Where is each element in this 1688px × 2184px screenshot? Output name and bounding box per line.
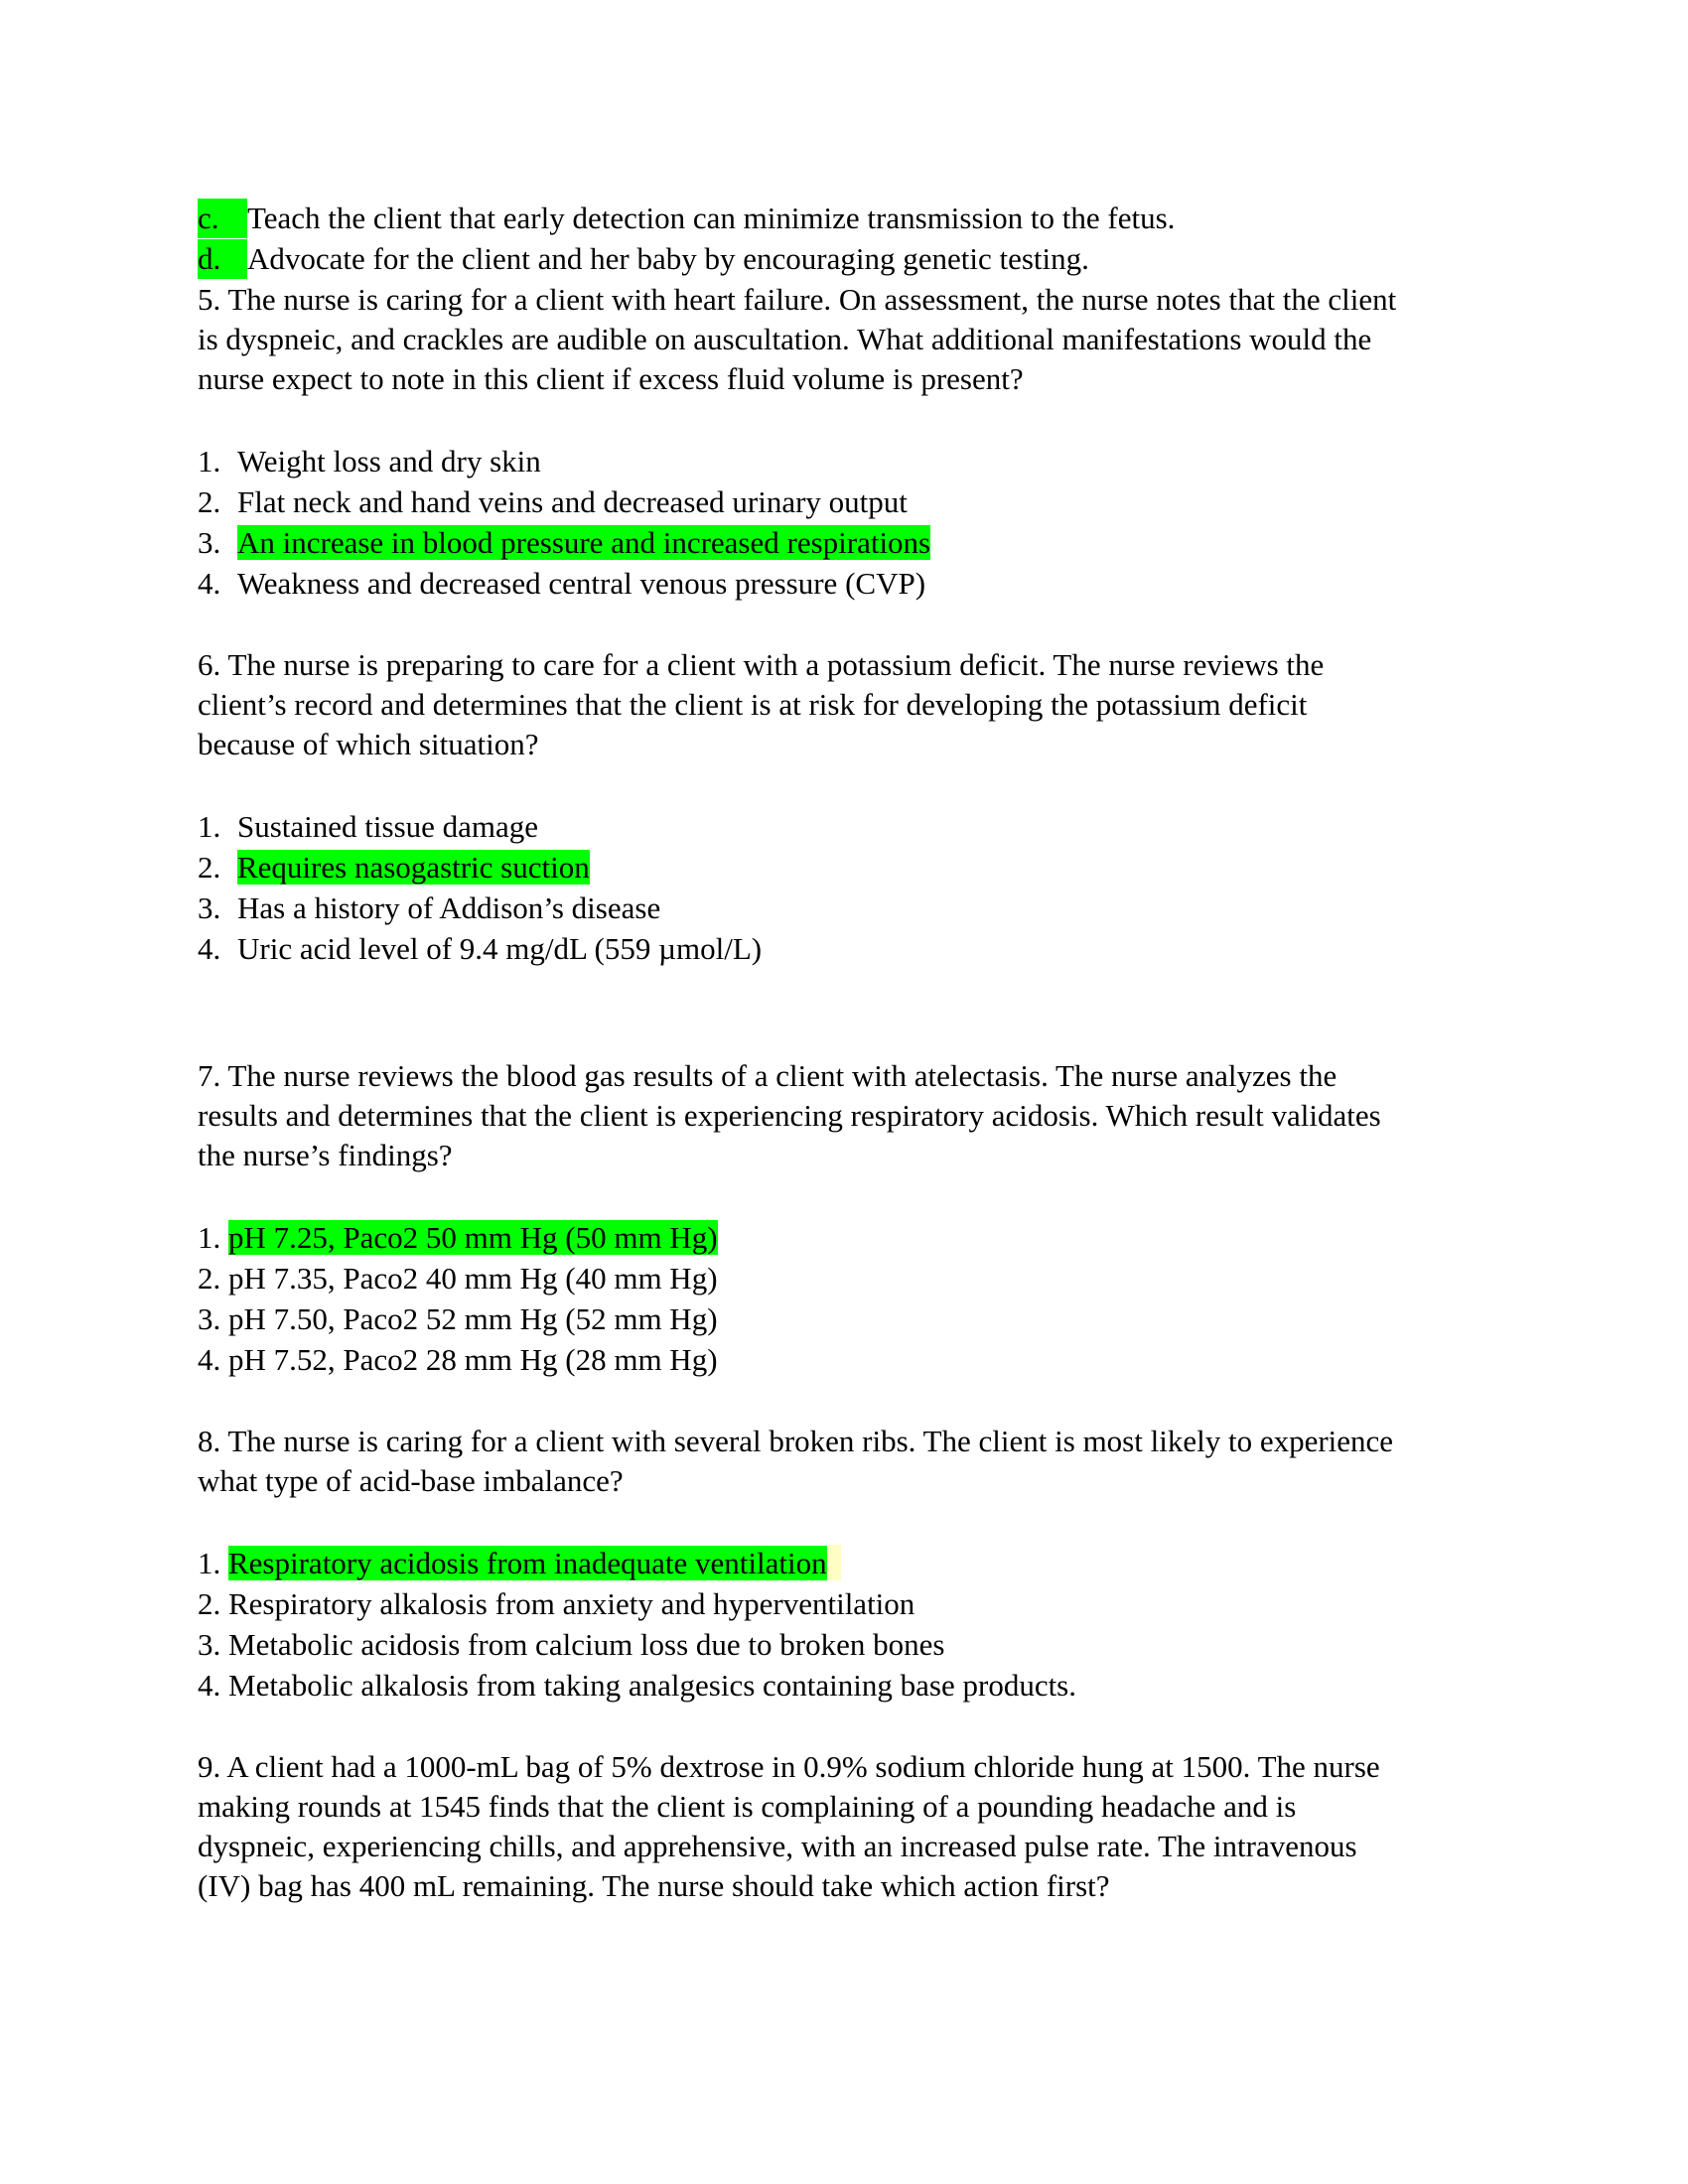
q7-option-3 bbox=[198, 1299, 718, 1339]
option-text-highlighted: Respiratory acidosis from inadequate ventilation bbox=[228, 1546, 827, 1580]
q7-option-4 bbox=[198, 1340, 718, 1380]
q8-option-4 bbox=[198, 1666, 1076, 1706]
option-number: 4. bbox=[198, 1668, 221, 1703]
faint-highlight-mark bbox=[827, 1545, 841, 1580]
option-number: 3. bbox=[198, 1301, 221, 1336]
option-number: 4. bbox=[198, 1342, 221, 1377]
option-text: Metabolic alkalosis from taking analgesics containing base products. bbox=[228, 1668, 1076, 1703]
option-text: Teach the client that early detection can minimize transmission to the fetus. bbox=[247, 201, 1176, 235]
question-9-line: (IV) bag has 400 mL remaining. The nurse should take which action first? bbox=[198, 1868, 1110, 1903]
option-number: 2. bbox=[198, 850, 221, 885]
q7-option-1 bbox=[198, 1218, 718, 1258]
q5-option-1 bbox=[198, 442, 541, 481]
option-text: pH 7.52, Paco2 28 mm Hg (28 mm Hg) bbox=[228, 1342, 718, 1377]
q6-option-4 bbox=[198, 929, 762, 969]
option-text: pH 7.50, Paco2 52 mm Hg (52 mm Hg) bbox=[228, 1301, 718, 1336]
q8-option-1 bbox=[198, 1544, 841, 1583]
option-number: 1. bbox=[198, 444, 221, 478]
option-number: 3. bbox=[198, 525, 221, 560]
option-text: Weakness and decreased central venous pressure (CVP) bbox=[237, 566, 926, 601]
question-6-line: client’s record and determines that the client is at risk for developing the potassium deficit bbox=[198, 687, 1308, 722]
question-9-line: 9. A client had a 1000-mL bag of 5% dextrose in 0.9% sodium chloride hung at 1500. The nurse bbox=[198, 1749, 1380, 1784]
question-7-line: 7. The nurse reviews the blood gas results of a client with atelectasis. The nurse analyzes the bbox=[198, 1058, 1337, 1093]
question-7-line: results and determines that the client is experiencing respiratory acidosis. Which result validates bbox=[198, 1098, 1381, 1133]
option-letter: d. bbox=[198, 239, 247, 279]
question-5-line: 5. The nurse is caring for a client with heart failure. On assessment, the nurse notes that the client bbox=[198, 282, 1397, 317]
question-7-line: the nurse’s findings? bbox=[198, 1138, 453, 1172]
option-number: 2. bbox=[198, 484, 221, 519]
option-number: 1. bbox=[198, 1220, 221, 1255]
option-number: 4. bbox=[198, 931, 221, 966]
option-text-highlighted: pH 7.25, Paco2 50 mm Hg (50 mm Hg) bbox=[228, 1220, 718, 1255]
question-8-line: 8. The nurse is caring for a client with several broken ribs. The client is most likely to experience bbox=[198, 1424, 1394, 1458]
q5-option-3 bbox=[198, 523, 930, 563]
question-5-line: nurse expect to note in this client if excess fluid volume is present? bbox=[198, 361, 1024, 396]
q8-option-2 bbox=[198, 1584, 914, 1624]
option-number: 1. bbox=[198, 1546, 221, 1580]
question-8-line: what type of acid-base imbalance? bbox=[198, 1463, 624, 1498]
option-text: Respiratory alkalosis from anxiety and hyperventilation bbox=[228, 1586, 915, 1621]
option-c bbox=[198, 199, 1175, 238]
q8-option-3 bbox=[198, 1625, 944, 1665]
option-text: Flat neck and hand veins and decreased urinary output bbox=[237, 484, 908, 519]
option-number: 1. bbox=[198, 809, 221, 844]
q6-option-1 bbox=[198, 807, 538, 847]
option-d bbox=[198, 239, 1089, 279]
option-text: Has a history of Addison’s disease bbox=[237, 890, 661, 925]
option-text: Advocate for the client and her baby by encouraging genetic testing. bbox=[247, 241, 1089, 276]
question-6-line: because of which situation? bbox=[198, 727, 539, 761]
q6-option-2 bbox=[198, 848, 590, 887]
option-text: pH 7.35, Paco2 40 mm Hg (40 mm Hg) bbox=[228, 1261, 718, 1296]
option-text: Weight loss and dry skin bbox=[237, 444, 541, 478]
option-text-highlighted: Requires nasogastric suction bbox=[237, 850, 590, 885]
q6-option-3 bbox=[198, 888, 660, 928]
option-text: Sustained tissue damage bbox=[237, 809, 539, 844]
question-9-line: dyspneic, experiencing chills, and apprehensive, with an increased pulse rate. The intravenous bbox=[198, 1829, 1357, 1863]
option-letter: c. bbox=[198, 199, 247, 238]
option-number: 3. bbox=[198, 1627, 221, 1662]
option-number: 2. bbox=[198, 1586, 221, 1621]
question-5-line: is dyspneic, and crackles are audible on auscultation. What additional manifestations would the bbox=[198, 322, 1372, 356]
question-6-line: 6. The nurse is preparing to care for a client with a potassium deficit. The nurse reviews the bbox=[198, 647, 1325, 682]
q5-option-4 bbox=[198, 564, 925, 604]
question-9-line: making rounds at 1545 finds that the client is complaining of a pounding headache and is bbox=[198, 1789, 1297, 1824]
option-number: 2. bbox=[198, 1261, 221, 1296]
option-number: 4. bbox=[198, 566, 221, 601]
option-text-highlighted: An increase in blood pressure and increased respirations bbox=[237, 525, 931, 560]
q7-option-2 bbox=[198, 1259, 718, 1298]
option-number: 3. bbox=[198, 890, 221, 925]
option-text: Uric acid level of 9.4 mg/dL (559 µmol/L) bbox=[237, 931, 763, 966]
q5-option-2 bbox=[198, 482, 908, 522]
option-text: Metabolic acidosis from calcium loss due to broken bones bbox=[228, 1627, 945, 1662]
